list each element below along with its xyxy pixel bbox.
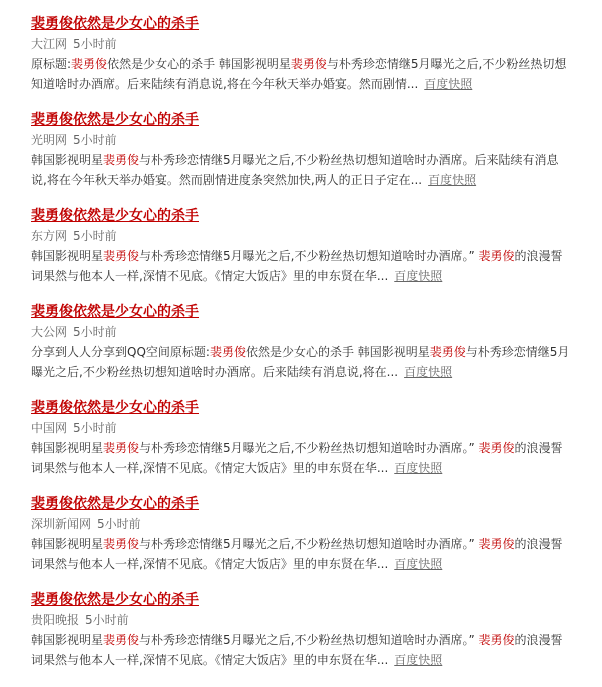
abstract-segment: 依然是少女心的杀手 韩国影视明星: [245, 345, 430, 359]
result-abstract: [31, 630, 573, 670]
news-result: [31, 590, 571, 686]
source-name: 大公网: [31, 325, 68, 339]
abstract-highlight: 裴勇俊: [478, 441, 515, 455]
title-highlight: 裴勇俊: [31, 16, 73, 32]
source-name: 大江网: [31, 37, 68, 51]
news-result: [31, 494, 571, 590]
abstract-segment: 与朴秀珍恋情继5月曝光之后,不少粉丝热切想知道啥时办酒席。后来陆续有消息说,将在...: [31, 345, 570, 379]
result-title-link[interactable]: [31, 494, 571, 514]
title-text: 依然是少女心的杀手: [73, 208, 199, 224]
abstract-segment: 的浪漫誓词果然与他本人一样,深情不见底。《情定大饭店》里的申东贤在华...: [31, 249, 563, 283]
abstract-segment: 原标题:: [31, 57, 72, 71]
abstract-highlight: 裴勇俊: [71, 57, 108, 71]
abstract-segment: 依然是少女心的杀手 韩国影视明星: [107, 57, 291, 71]
abstract-segment: 与朴秀珍恋情继5月曝光之后,不少粉丝热切想知道啥时办酒席。”: [139, 249, 479, 263]
news-result: [31, 302, 571, 398]
abstract-text: [31, 57, 566, 91]
title-text: 依然是少女心的杀手: [73, 16, 199, 32]
title-highlight: 裴勇俊: [31, 112, 73, 128]
news-result: [31, 206, 571, 302]
abstract-highlight: 裴勇俊: [209, 345, 246, 359]
abstract-highlight: 裴勇俊: [290, 57, 327, 71]
abstract-segment: 韩国影视明星: [31, 441, 104, 455]
abstract-highlight: 裴勇俊: [478, 537, 515, 551]
abstract-segment: 的浪漫誓词果然与他本人一样,深情不见底。《情定大饭店》里的申东贤在华...: [31, 537, 563, 571]
baidu-cache-link[interactable]: 百度快照: [404, 365, 453, 379]
publish-time: 5小时前: [73, 37, 117, 51]
title-text: 依然是少女心的杀手: [73, 112, 199, 128]
abstract-segment: 与朴秀珍恋情继5月曝光之后,不少粉丝热切想知道啥时办酒席。”: [139, 441, 479, 455]
publish-time: 5小时前: [85, 613, 129, 627]
baidu-cache-link[interactable]: 百度快照: [428, 173, 477, 187]
abstract-segment: 韩国影视明星: [31, 633, 104, 647]
result-meta: [31, 34, 571, 54]
baidu-cache-link[interactable]: 百度快照: [394, 653, 443, 667]
title-highlight: 裴勇俊: [31, 304, 73, 320]
abstract-segment: 韩国影视明星: [31, 153, 104, 167]
abstract-text: [31, 345, 569, 379]
abstract-segment: 韩国影视明星: [31, 249, 104, 263]
result-abstract: [31, 246, 573, 286]
title-highlight: 裴勇俊: [31, 496, 73, 512]
abstract-highlight: 裴勇俊: [429, 345, 466, 359]
publish-time: 5小时前: [97, 517, 141, 531]
publish-time: 5小时前: [73, 421, 117, 435]
result-meta: [31, 322, 571, 342]
result-abstract: [31, 438, 573, 478]
baidu-cache-link[interactable]: 百度快照: [424, 77, 473, 91]
abstract-text: [31, 633, 563, 667]
abstract-text: [31, 249, 563, 283]
abstract-highlight: 裴勇俊: [103, 249, 140, 263]
result-meta: [31, 514, 571, 534]
result-meta: [31, 418, 571, 438]
title-highlight: 裴勇俊: [31, 400, 73, 416]
result-abstract: [31, 54, 573, 94]
title-highlight: 裴勇俊: [31, 592, 73, 608]
publish-time: 5小时前: [73, 133, 117, 147]
abstract-segment: 韩国影视明星: [31, 537, 104, 551]
abstract-highlight: 裴勇俊: [103, 441, 140, 455]
abstract-segment: 与朴秀珍恋情继5月曝光之后,不少粉丝热切想知道啥时办酒席。后来陆续有消息说,将在今年秋天举办婚宴。然而剧情...: [31, 57, 567, 91]
title-text: 依然是少女心的杀手: [73, 592, 199, 608]
abstract-text: [31, 153, 558, 187]
baidu-cache-link[interactable]: 百度快照: [394, 557, 443, 571]
title-text: 依然是少女心的杀手: [73, 400, 199, 416]
result-meta: [31, 610, 571, 630]
abstract-segment: 与朴秀珍恋情继5月曝光之后,不少粉丝热切想知道啥时办酒席。后来陆续有消息说,将在今年秋天举办婚宴。然而剧情进度条突然加快,两人的正日子定在...: [31, 153, 559, 187]
abstract-segment: 与朴秀珍恋情继5月曝光之后,不少粉丝热切想知道啥时办酒席。”: [139, 633, 479, 647]
result-title-link[interactable]: [31, 14, 571, 34]
abstract-highlight: 裴勇俊: [103, 153, 140, 167]
abstract-highlight: 裴勇俊: [103, 537, 140, 551]
abstract-highlight: 裴勇俊: [103, 633, 140, 647]
title-text: 依然是少女心的杀手: [73, 496, 199, 512]
abstract-segment: 与朴秀珍恋情继5月曝光之后,不少粉丝热切想知道啥时办酒席。”: [139, 537, 479, 551]
result-title-link[interactable]: [31, 398, 571, 418]
news-result: [31, 110, 571, 206]
abstract-highlight: 裴勇俊: [478, 633, 515, 647]
baidu-cache-link[interactable]: 百度快照: [394, 461, 443, 475]
source-name: 东方网: [31, 229, 68, 243]
news-result: [31, 14, 571, 110]
abstract-segment: 分享到人人分享到QQ空间原标题:: [31, 345, 210, 359]
result-meta: [31, 130, 571, 150]
publish-time: 5小时前: [73, 229, 117, 243]
source-name: 中国网: [31, 421, 68, 435]
result-title-link[interactable]: [31, 302, 571, 322]
source-name: 深圳新闻网: [31, 517, 92, 531]
result-title-link[interactable]: [31, 110, 571, 130]
news-result: [31, 398, 571, 494]
title-highlight: 裴勇俊: [31, 208, 73, 224]
result-abstract: [31, 342, 573, 382]
source-name: 光明网: [31, 133, 68, 147]
result-abstract: [31, 534, 573, 574]
abstract-segment: 的浪漫誓词果然与他本人一样,深情不见底。《情定大饭店》里的申东贤在华...: [31, 441, 563, 475]
result-title-link[interactable]: [31, 590, 571, 610]
abstract-segment: 的浪漫誓词果然与他本人一样,深情不见底。《情定大饭店》里的申东贤在华...: [31, 633, 563, 667]
title-text: 依然是少女心的杀手: [73, 304, 199, 320]
result-meta: [31, 226, 571, 246]
abstract-highlight: 裴勇俊: [478, 249, 515, 263]
result-abstract: [31, 150, 573, 190]
abstract-text: [31, 441, 563, 475]
result-title-link[interactable]: [31, 206, 571, 226]
publish-time: 5小时前: [73, 325, 117, 339]
baidu-cache-link[interactable]: 百度快照: [394, 269, 443, 283]
abstract-text: [31, 537, 563, 571]
source-name: 贵阳晚报: [31, 613, 80, 627]
